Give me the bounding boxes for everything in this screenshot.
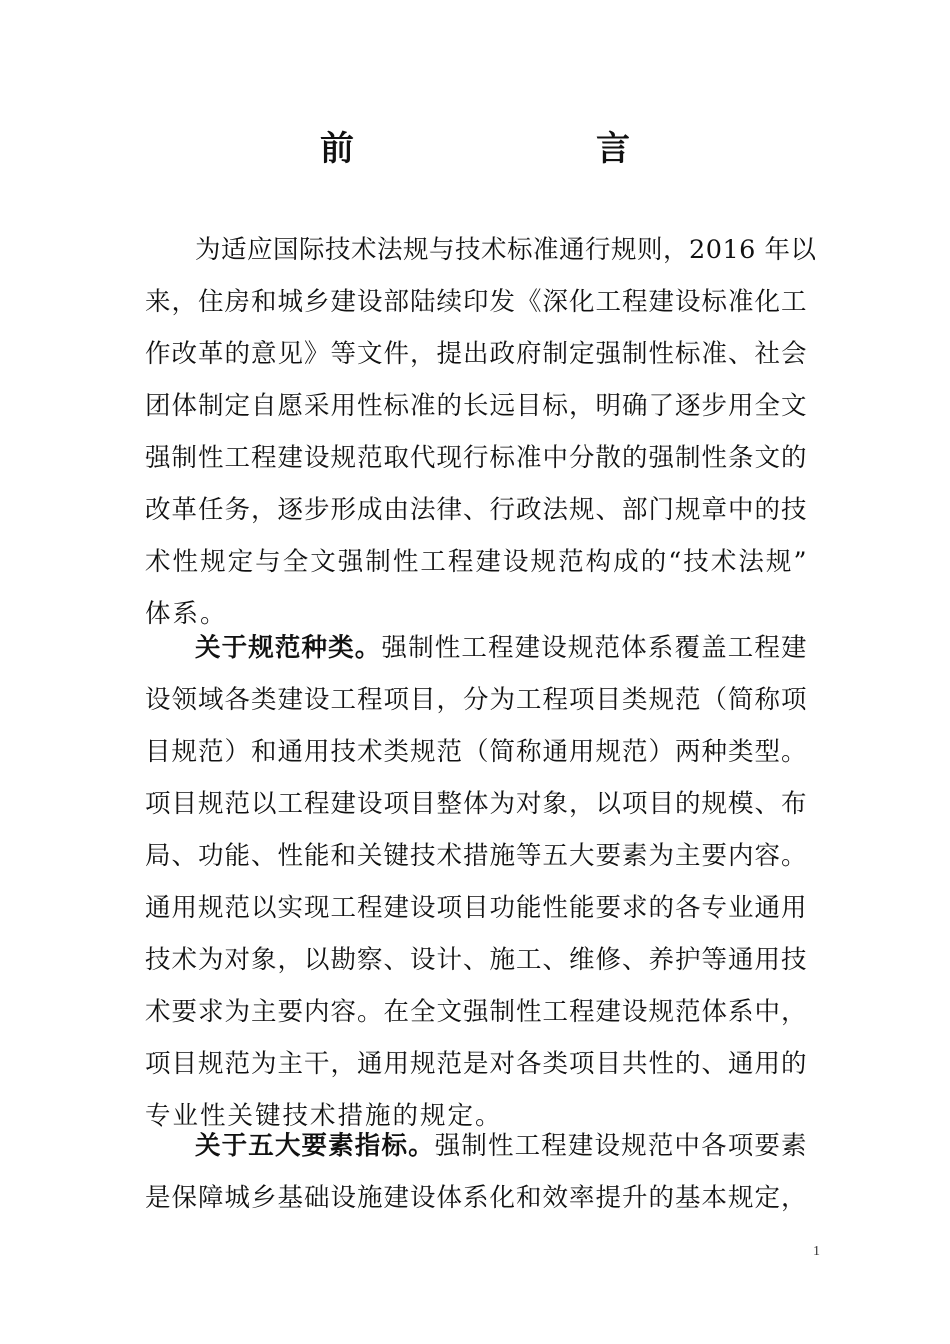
- text-run: 强制性工程建设规范中各项要素: [434, 1131, 807, 1161]
- text-line: 项目规范为主干，通用规范是对各类项目共性的、通用的: [145, 1049, 807, 1079]
- text-line: 术性规定与全文强制性工程建设规范构成的“技术法规”: [145, 547, 807, 577]
- text-run: 强制性工程建设规范体系覆盖工程建: [381, 633, 807, 663]
- text-line: 目规范）和通用技术类规范（简称通用规范）两种类型。: [145, 737, 807, 767]
- page-number: 1: [813, 1244, 820, 1259]
- text-line: 是保障城乡基础设施建设体系化和效率提升的基本规定，: [145, 1183, 807, 1213]
- text-line: 专业性关键技术措施的规定。: [145, 1101, 503, 1131]
- text-line: 强制性工程建设规范取代现行标准中分散的强制性条文的: [145, 443, 807, 473]
- paragraph-intro: [145, 224, 817, 640]
- text-line: 术要求为主要内容。在全文强制性工程建设规范体系中，: [145, 997, 807, 1027]
- text-line: [145, 1120, 807, 1172]
- text-line: 团体制定自愿采用性标准的长远目标，明确了逐步用全文: [145, 391, 807, 421]
- text-line: 通用规范以实现工程建设项目功能性能要求的各专业通用: [145, 893, 807, 923]
- text-line: 设领域各类建设工程项目，分为工程项目类规范（简称项: [145, 685, 807, 715]
- text-line: 技术为对象，以勘察、设计、施工、维修、养护等通用技: [145, 945, 807, 975]
- text-line: 作改革的意见》等文件，提出政府制定强制性标准、社会: [145, 339, 807, 369]
- text-line: 体系。: [145, 599, 228, 629]
- text-line: 为适应国际技术法规与技术标准通行规则，2016 年以: [195, 235, 817, 265]
- text-line: 来，住房和城乡建设部陆续印发《深化工程建设标准化工: [145, 287, 807, 317]
- paragraph-lead: 关于五大要素指标。: [195, 1131, 435, 1161]
- paragraph-lead: 关于规范种类。: [195, 633, 382, 663]
- text-line: 局、功能、性能和关键技术措施等五大要素为主要内容。: [145, 841, 807, 871]
- text-line: [145, 622, 807, 674]
- paragraph-spec-types: [145, 622, 807, 1142]
- text-line: 改革任务，逐步形成由法律、行政法规、部门规章中的技: [145, 495, 807, 525]
- text-line: 项目规范以工程建设项目整体为对象，以项目的规模、布: [145, 789, 807, 819]
- paragraph-five-elements: [145, 1120, 807, 1224]
- page-title: 前 言: [320, 129, 688, 169]
